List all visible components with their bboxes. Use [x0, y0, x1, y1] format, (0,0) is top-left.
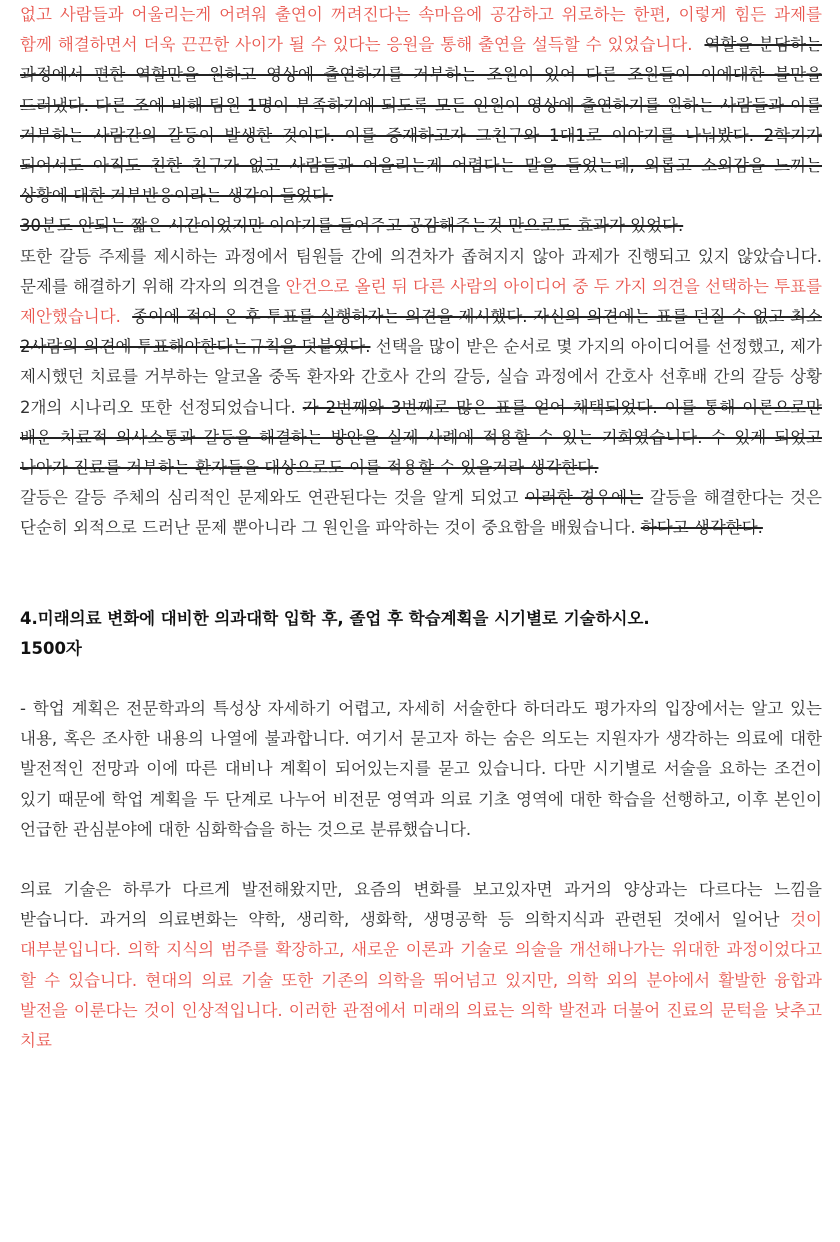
struck-text: 하다고 생각한다. — [640, 518, 763, 538]
question-heading — [20, 604, 822, 664]
highlighted-text: 없고 사람들과 어울리는게 어려워 출연이 꺼려진다는 속마음에 공감하고 위로하는 한편, 이렇게 힘든 과제를 함께 해결하면서 더욱 끈끈한 사이가 될 수 있다는 응원을 통해 출연을 설득할 수 있었습니다. — [20, 5, 822, 55]
struck-text: 이러한 경우에는 — [524, 488, 644, 508]
body-text: 갈등을 해결한다는 것은 단순히 외적으로 드러난 문제 뿐아니라 그 원인을 파악하는 것이 중요함을 배웠습니다. — [20, 488, 822, 538]
paragraph-conflict-topic — [20, 242, 822, 484]
paragraph-lesson — [20, 483, 822, 543]
body-text: 또한 갈등 주제를 제시하는 과정에서 팀원들 간에 의견차가 좁혀지지 않아 과제가 진행되고 있지 않았습니다. 문제를 해결하기 위해 각자의 의견을 — [20, 246, 822, 296]
body-text: - 학업 계획은 전문학과의 특성상 자세하기 어렵고, 자세히 서술한다 하더라도 평가자의 입장에서는 알고 있는 내용, 혹은 조사한 내용의 나열에 불과합니다. 여기서 묻고자 하는 숨은 의도는 지원자가 생각하는 의료에 대한 발전적인 전망과 이에 따른 대비나 계획이 되어있는지를 묻고 있습니다. 다만 시기별로 서술을 요하는 조건이 있기 때문에 학업 계획을 두 단계로 나누어 비전문 영역과 의료 기초 영역에 대한 학습을 선행하고, 이후 본인이 언급한 관심분야에 대한 심화학습을 하는 것으로 분류했습니다. — [20, 699, 822, 839]
paragraph-medical-tech — [20, 875, 822, 1056]
struck-text: 30분도 안되는 짧은 시간이었지만 이야기를 들어주고 공감해주는것 만으로도 효과가 있었다. — [20, 216, 684, 236]
spacer — [20, 544, 822, 604]
document-page — [20, 0, 822, 1056]
body-text: 선택을 많이 받은 순서로 몇 가지의 아이디어를 선정했고, 제가 제시했던 치료를 거부하는 알코올 중독 환자와 간호사 간의 갈등, 실습 과정에서 간호사 선후배 간의 갈등 상황 2개의 시나리오 또한 선정되었습니다. — [20, 337, 822, 417]
question-title: 4.미래의료 변화에 대비한 의과대학 입학 후, 졸업 후 학습계획을 시기별로 기술하시오. — [20, 608, 650, 628]
highlighted-text: 것이 대부분입니다. 의학 지식의 범주를 확장하고, 새로운 이론과 기술로 의술을 개선해나가는 위대한 과정이었다고 할 수 있습니다. 현대의 의료 기술 또한 기존의 의학을 뛰어넘고 있지만, 의학 외의 분야에서 활발한 융합과 발전을 이룬다는 것이 인상적입니다. 이러한 관점에서 미래의 의료는 의학 발전과 더불어 진료의 문턱을 낮추고 치료 — [20, 910, 822, 1051]
body-text: 갈등은 갈등 주체의 심리적인 문제와도 연관된다는 것을 알게 되었고 — [20, 488, 525, 508]
paragraph-persuasion — [20, 0, 822, 211]
spacer — [20, 664, 822, 694]
struck-text: 역할을 분담하는 과정에서 편한 역할만을 원하고 영상에 출연하기를 거부하는 조원이 있어 다른 조원들이 이에대한 불만을 드러냈다. 다른 조에 비해 팀원 1명이 부족하기에 되도록 모든 인원이 영상에 출연하기를 원하는 사람들과 이를 거부하는 사람간의 갈등이 발생한 것이다. 이를 중재하고자 그친구와 1대1로 이야기를 나눠봤다. 2학기가 되어서도 아직도 친한 친구가 없고 사람들과 어울리는게 어렵다는 말을 들었는데, 외롭고 소외감을 느끼는 상황에 대한 거부반응이라는 생각이 들었다. — [20, 35, 822, 206]
highlighted-text: 안건으로 올린 뒤 다른 사람의 아이디어 중 두 가지 의견을 선택하는 투표를 제안했습니다. — [20, 276, 823, 327]
struck-text: 종이에 적어 온 후 투표를 실행하자는 의견을 제시했다. 자신의 의견에는 표를 던질 수 없고 최소 2사람의 의견에 투표해야한다는규칙을 덧붙였다. — [20, 307, 822, 357]
body-text: 의료 기술은 하루가 다르게 발전해왔지만, 요즘의 변화를 보고있자면 과거의 양상과는 다르다는 느낌을 받습니다. 과거의 의료변화는 약학, 생리학, 생화학, 생명공학 등 의학지식과 관련된 것에서 일어난 — [20, 880, 822, 930]
char-limit: 1500자 — [20, 638, 82, 658]
struck-text: 가 2번째와 3번째로 많은 표를 얻어 채택되었다. 이를 통해 이론으로만 배운 치료적 의사소통과 갈등을 해결하는 방안을 실제 사례에 적용할 수 있는 기회였습니다. 수 있게 되었고 나아가 진료를 거부하는 환자들을 대상으로도 이를 적용할 수 있을거라 생각한다. — [20, 397, 822, 478]
paragraph-short-time — [20, 211, 822, 241]
spacer — [20, 845, 822, 875]
paragraph-study-plan — [20, 694, 822, 845]
